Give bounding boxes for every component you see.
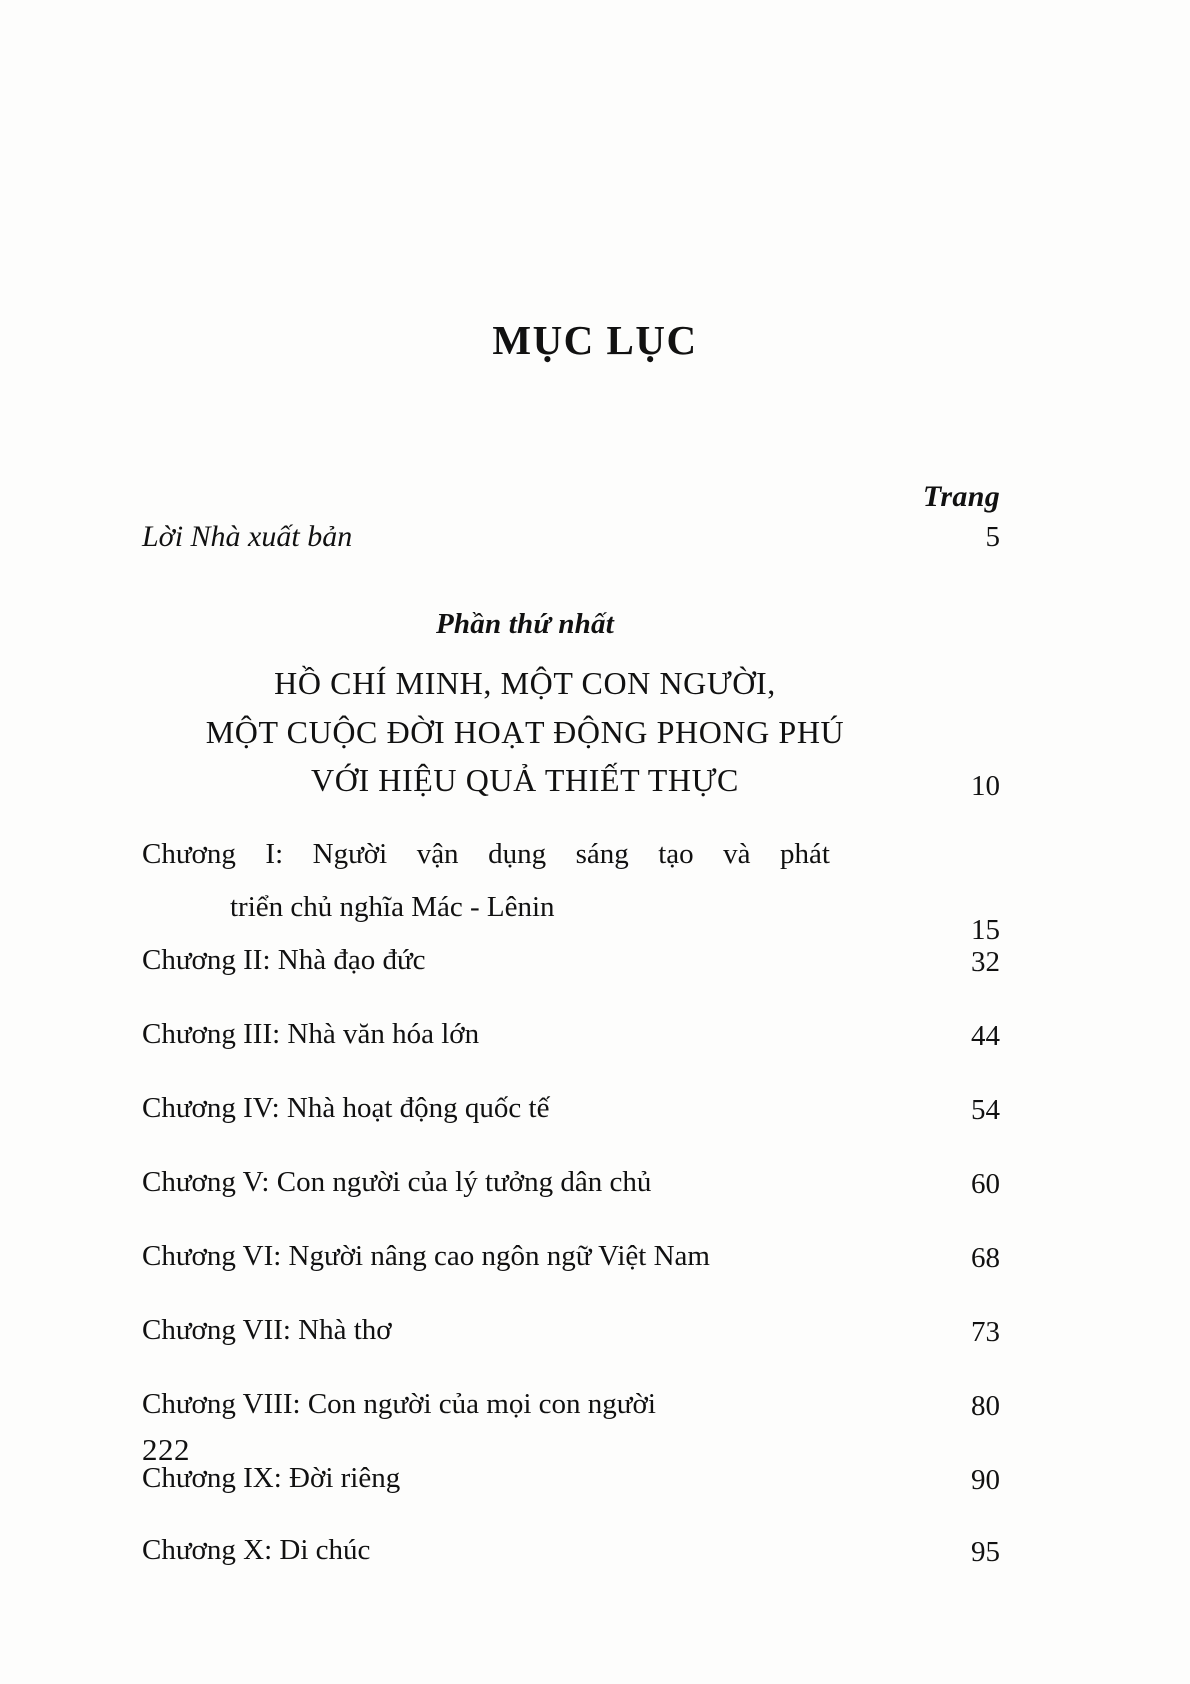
- toc-chapter-label: Chương III: Nhà văn hóa lớn: [142, 1018, 480, 1050]
- toc-chapter-word: I:: [265, 838, 284, 870]
- toc-chapter-page-number: 54: [971, 1094, 1000, 1126]
- chapter-list: [142, 840, 1000, 1586]
- part-title-line-2: MỘT CUỘC ĐỜI HOẠT ĐỘNG PHONG PHÚ: [205, 713, 845, 750]
- page-column-header: Trang: [922, 480, 1000, 513]
- toc-chapter-page-number: 80: [971, 1390, 1000, 1422]
- toc-chapter-label: Chương VI: Người nâng cao ngôn ngữ Việt Nam: [142, 1240, 710, 1272]
- toc-chapter-row[interactable]: [142, 838, 1000, 946]
- toc-chapter-word: Chương: [142, 838, 236, 870]
- toc-chapter-word: Người: [312, 838, 388, 870]
- toc-chapter-page-number: 95: [971, 1536, 1000, 1568]
- toc-chapter-row[interactable]: [142, 1168, 1000, 1218]
- toc-chapter-label-line-2: triển chủ nghĩa Mác - Lênin: [230, 891, 555, 923]
- toc-chapter-word: vận: [416, 838, 459, 870]
- part-kicker: Phần thứ nhất: [436, 608, 614, 640]
- toc-chapter-word: sáng: [575, 838, 629, 870]
- part-title-line-3: VỚI HIỆU QUẢ THIẾT THỰC: [311, 762, 739, 799]
- toc-chapter-row[interactable]: [142, 1316, 1000, 1366]
- part-title-lines: [142, 659, 1000, 805]
- folio-number: 222: [142, 1432, 190, 1467]
- toc-chapter-page-number: 90: [971, 1464, 1000, 1496]
- toc-chapter-word: và: [723, 838, 751, 870]
- toc-chapter-label: Chương II: Nhà đạo đức: [142, 944, 426, 976]
- toc-chapter-row[interactable]: [142, 1536, 1000, 1586]
- front-matter-entries: [142, 522, 1000, 574]
- toc-chapter-label-line-1: [142, 840, 830, 869]
- toc-chapter-word: phát: [780, 838, 830, 870]
- toc-chapter-row[interactable]: [142, 1390, 1000, 1440]
- toc-chapter-page-number: 32: [971, 946, 1000, 978]
- toc-chapter-page-number: 60: [971, 1168, 1000, 1200]
- toc-chapter-page-number: 68: [971, 1242, 1000, 1274]
- toc-chapter-label: Chương VIII: Con người của mọi con người: [142, 1388, 656, 1420]
- toc-entry-front-matter[interactable]: [142, 522, 1000, 574]
- toc-chapter-label: Chương V: Con người của lý tưởng dân chủ: [142, 1166, 652, 1198]
- toc-chapter-word: dụng: [488, 838, 547, 870]
- toc-chapter-page-number: 73: [971, 1316, 1000, 1348]
- part-title-line-1: HỒ CHÍ MINH, MỘT CON NGƯỜI,: [274, 665, 776, 701]
- toc-chapter-label: Chương IV: Nhà hoạt động quốc tế: [142, 1092, 550, 1124]
- toc-chapter-row[interactable]: [142, 946, 1000, 996]
- toc-chapter-page-number: 44: [971, 1020, 1000, 1052]
- toc-entry-page-number: 5: [985, 521, 1000, 553]
- toc-chapter-label: Chương IX: Đời riêng: [142, 1462, 401, 1494]
- part-heading-block: [142, 608, 1000, 805]
- toc-chapter-label: Chương X: Di chúc: [142, 1534, 371, 1566]
- toc-entry-label: Lời Nhà xuất bản: [142, 520, 353, 553]
- toc-chapter-row[interactable]: [142, 1242, 1000, 1292]
- toc-chapter-page-number: 15: [971, 914, 1000, 946]
- page-title: MỤC LỤC: [492, 317, 698, 363]
- toc-chapter-label: Chương VII: Nhà thơ: [142, 1314, 392, 1346]
- toc-chapter-row[interactable]: [142, 1094, 1000, 1144]
- part-page-number: 10: [971, 769, 1000, 802]
- toc-chapter-row[interactable]: [142, 1464, 1000, 1514]
- toc-chapter-word: tạo: [658, 838, 694, 870]
- toc-chapter-row[interactable]: [142, 1020, 1000, 1070]
